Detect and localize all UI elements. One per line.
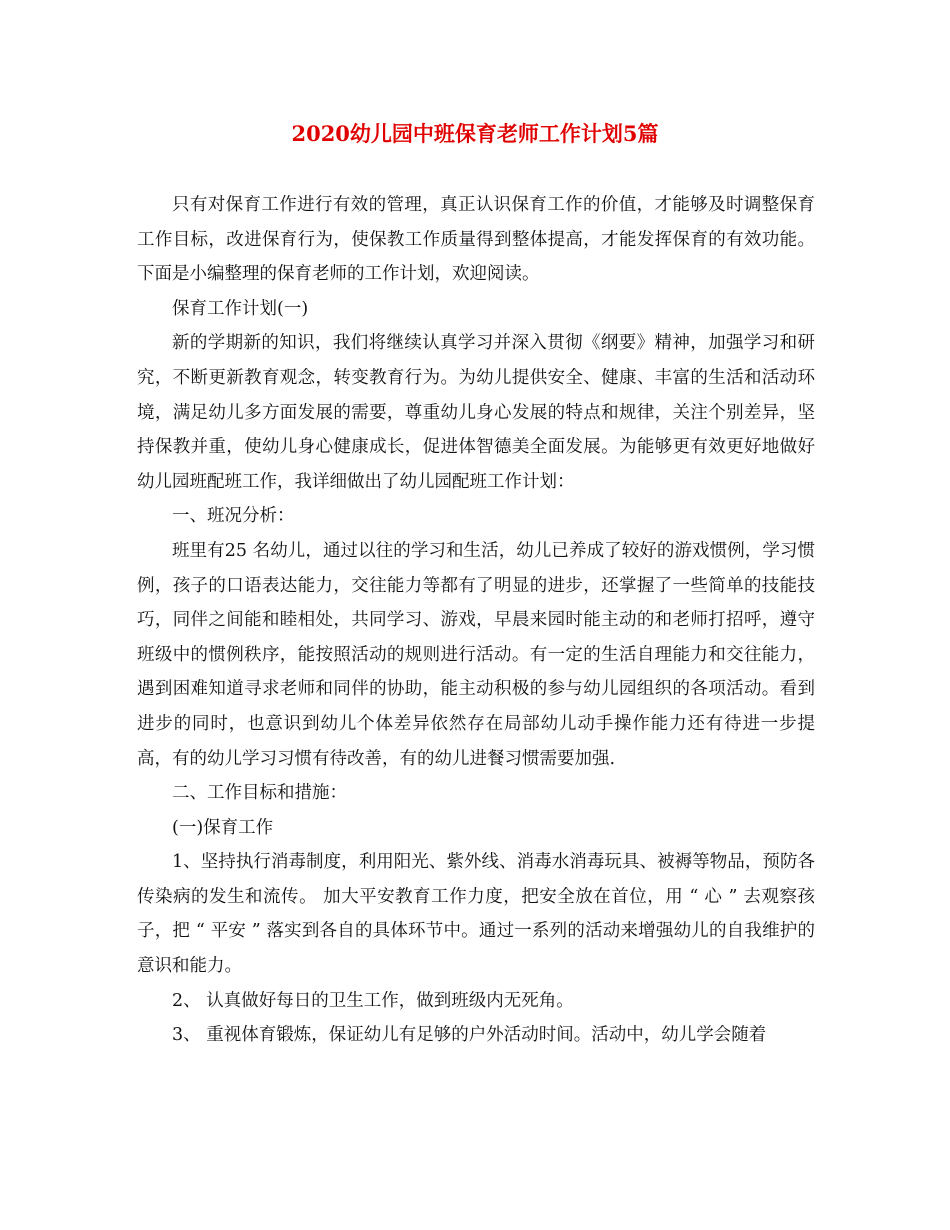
document-title: 2020幼儿园中班保育老师工作计划5篇 <box>291 121 659 146</box>
section-heading-class-analysis: 一、班况分析： <box>172 506 295 527</box>
subsection-heading-care-work: (一)保育工作 <box>172 817 274 838</box>
document-body <box>137 188 815 1053</box>
section-heading-plan-1: 保育工作计划(一) <box>172 298 309 319</box>
paragraph-class-analysis: 班里有25 名幼儿，通过以往的学习和生活，幼儿已养成了较好的游戏惯例，学习惯例，孩子的口语表达能力，交往能力等都有了明显的进步，还掌握了一些简单的技能技巧，同伴之间能和睦相处，共同学习、游戏，早晨来园时能主动的和老师打招呼，遵守班级中的惯例秩序，能按照活动的规则进行活动。有一定的生活自理能力和交往能力，遇到困难知道寻求老师和同伴的协助，能主动积极的参与幼儿园组织的各项活动。看到进步的同时，也意识到幼儿个体差异依然存在局部幼儿动手操作能力还有待进一步提高，有的幼儿学习习惯有待改善，有的幼儿进餐习惯需要加强. <box>137 540 815 769</box>
paragraph-plan-1-intro: 新的学期新的知识，我们将继续认真学习并深入贯彻《纲要》精神，加强学习和研究，不断更新教育观念，转变教育行为。为幼儿提供安全、健康、丰富的生活和活动环境，满足幼儿多方面发展的需要，尊重幼儿身心发展的特点和规律，关注个别差异，坚持保教并重，使幼儿身心健康成长，促进体智德美全面发展。为能够更有效更好地做好幼儿园班配班工作，我详细做出了幼儿园配班工作计划： <box>137 333 815 492</box>
section-heading-goals: 二、工作目标和措施： <box>172 783 347 804</box>
list-item-3: 3、 重视体育锻炼，保证幼儿有足够的户外活动时间。活动中，幼儿学会随着 <box>172 1025 767 1046</box>
paragraph-intro: 只有对保育工作进行有效的管理，真正认识保育工作的价值，才能够及时调整保育工作目标，改进保育行为，使保教工作质量得到整体提高，才能发挥保育的有效功能。下面是小编整理的保育老师的工作计划，欢迎阅读。 <box>137 195 815 285</box>
list-item-2: 2、 认真做好每日的卫生工作，做到班级内无死角。 <box>172 990 574 1011</box>
list-item-1: 1、坚持执行消毒制度，利用阳光、紫外线、消毒水消毒玩具、被褥等物品，预防各传染病的发生和流传。 加大平安教育工作力度，把安全放在首位，用 “ 心 ” 去观察孩子，把 “ 平安 ” 落实到各自的具体环节中。通过一系列的活动来增强幼儿的自我维护的意识和能力。 <box>137 852 815 977</box>
